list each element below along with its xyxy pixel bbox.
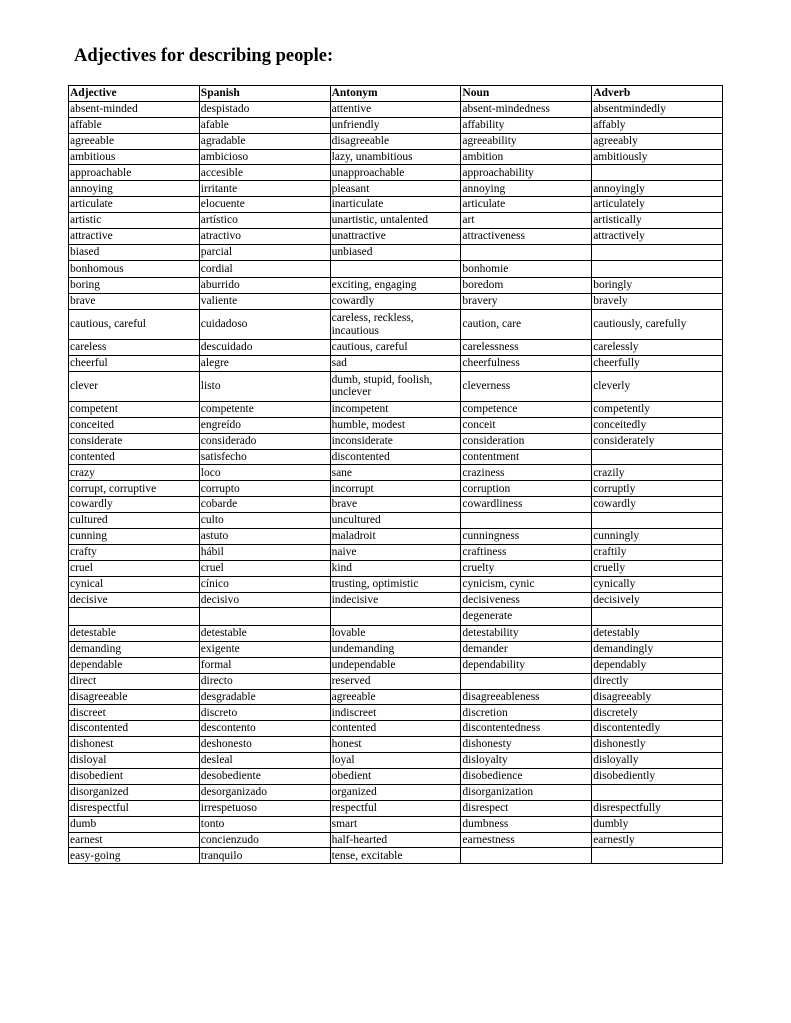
noun-cell <box>461 848 592 864</box>
adjective-cell: dependable <box>69 657 200 673</box>
table-row <box>69 449 723 465</box>
adverb-cell: dependably <box>592 657 723 673</box>
table-row <box>69 340 723 356</box>
noun-cell: disorganization <box>461 784 592 800</box>
noun-cell: dependability <box>461 657 592 673</box>
adverb-cell: cruelly <box>592 560 723 576</box>
adjective-cell: decisive <box>69 592 200 608</box>
adverb-cell: demandingly <box>592 641 723 657</box>
antonym-cell: smart <box>330 816 461 832</box>
spanish-cell: elocuente <box>199 197 330 213</box>
adverb-cell <box>592 848 723 864</box>
adverb-cell: ambitiously <box>592 149 723 165</box>
table-row <box>69 528 723 544</box>
antonym-cell: incorrupt <box>330 481 461 497</box>
adjective-cell: considerate <box>69 433 200 449</box>
spanish-cell: alegre <box>199 355 330 371</box>
adjective-cell: cautious, careful <box>69 310 200 340</box>
adjective-cell: annoying <box>69 181 200 197</box>
antonym-cell: dumb, stupid, foolish, unclever <box>330 371 461 401</box>
adverb-cell: disobediently <box>592 768 723 784</box>
table-row <box>69 848 723 864</box>
adverb-cell: absentmindedly <box>592 101 723 117</box>
adverb-cell: competently <box>592 401 723 417</box>
table-row <box>69 278 723 294</box>
antonym-cell: discontented <box>330 449 461 465</box>
spanish-cell: deshonesto <box>199 737 330 753</box>
antonym-cell: disagreeable <box>330 133 461 149</box>
adverb-cell <box>592 513 723 529</box>
adjective-cell: disorganized <box>69 784 200 800</box>
header-adverb: Adverb <box>592 86 723 102</box>
antonym-cell: incompetent <box>330 401 461 417</box>
table-row <box>69 657 723 673</box>
adjective-cell: disloyal <box>69 753 200 769</box>
spanish-cell: valiente <box>199 294 330 310</box>
adverb-cell: cleverly <box>592 371 723 401</box>
spanish-cell: astuto <box>199 528 330 544</box>
table-row <box>69 800 723 816</box>
adjective-cell: attractive <box>69 229 200 245</box>
adjective-cell <box>69 608 200 626</box>
spanish-cell: irritante <box>199 181 330 197</box>
table-row <box>69 784 723 800</box>
adverb-cell: considerately <box>592 433 723 449</box>
adverb-cell: craftily <box>592 544 723 560</box>
antonym-cell: undependable <box>330 657 461 673</box>
antonym-cell: humble, modest <box>330 417 461 433</box>
spanish-cell: descontento <box>199 721 330 737</box>
adjective-cell: disagreeable <box>69 689 200 705</box>
antonym-cell: sad <box>330 355 461 371</box>
noun-cell: carelessness <box>461 340 592 356</box>
adverb-cell: cowardly <box>592 497 723 513</box>
noun-cell: cleverness <box>461 371 592 401</box>
spanish-cell: artístico <box>199 213 330 229</box>
adjective-cell: cowardly <box>69 497 200 513</box>
noun-cell: earnestness <box>461 832 592 848</box>
antonym-cell: reserved <box>330 673 461 689</box>
adverb-cell <box>592 165 723 181</box>
spanish-cell: ambicioso <box>199 149 330 165</box>
spanish-cell: hábil <box>199 544 330 560</box>
adjective-cell: boring <box>69 278 200 294</box>
antonym-cell <box>330 260 461 278</box>
adjective-cell: absent-minded <box>69 101 200 117</box>
antonym-cell: cautious, careful <box>330 340 461 356</box>
adverb-cell: corruptly <box>592 481 723 497</box>
adjective-cell: conceited <box>69 417 200 433</box>
adverb-cell <box>592 260 723 278</box>
antonym-cell: pleasant <box>330 181 461 197</box>
spanish-cell: cuidadoso <box>199 310 330 340</box>
table-row <box>69 133 723 149</box>
table-row <box>69 625 723 641</box>
adjective-cell: cunning <box>69 528 200 544</box>
adverb-cell: disloyally <box>592 753 723 769</box>
spanish-cell: atractivo <box>199 229 330 245</box>
antonym-cell: tense, excitable <box>330 848 461 864</box>
header-antonym: Antonym <box>330 86 461 102</box>
spanish-cell: culto <box>199 513 330 529</box>
spanish-cell: despistado <box>199 101 330 117</box>
adjective-cell: brave <box>69 294 200 310</box>
table-row <box>69 465 723 481</box>
table-row <box>69 294 723 310</box>
antonym-cell: unbiased <box>330 244 461 260</box>
spanish-cell: tonto <box>199 816 330 832</box>
noun-cell: corruption <box>461 481 592 497</box>
antonym-cell: half-hearted <box>330 832 461 848</box>
spanish-cell: satisfecho <box>199 449 330 465</box>
noun-cell: decisiveness <box>461 592 592 608</box>
table-row <box>69 260 723 278</box>
adverb-cell: artistically <box>592 213 723 229</box>
table-row <box>69 101 723 117</box>
antonym-cell: trusting, optimistic <box>330 576 461 592</box>
antonym-cell: kind <box>330 560 461 576</box>
table-row <box>69 481 723 497</box>
table-row <box>69 417 723 433</box>
adverb-cell: cynically <box>592 576 723 592</box>
adjective-cell: earnest <box>69 832 200 848</box>
noun-cell: dishonesty <box>461 737 592 753</box>
table-row <box>69 641 723 657</box>
spanish-cell: descuidado <box>199 340 330 356</box>
table-row <box>69 816 723 832</box>
adjective-cell: direct <box>69 673 200 689</box>
table-row <box>69 721 723 737</box>
antonym-cell: obedient <box>330 768 461 784</box>
antonym-cell: inarticulate <box>330 197 461 213</box>
adjective-cell: discreet <box>69 705 200 721</box>
spanish-cell: considerado <box>199 433 330 449</box>
table-row <box>69 181 723 197</box>
noun-cell <box>461 673 592 689</box>
table-row <box>69 497 723 513</box>
adjective-cell: artistic <box>69 213 200 229</box>
table-row <box>69 355 723 371</box>
adjective-cell: demanding <box>69 641 200 657</box>
adjective-cell: easy-going <box>69 848 200 864</box>
adverb-cell: articulately <box>592 197 723 213</box>
table-row <box>69 165 723 181</box>
noun-cell: discontentedness <box>461 721 592 737</box>
spanish-cell: cobarde <box>199 497 330 513</box>
table-row <box>69 371 723 401</box>
adjective-cell: disrespectful <box>69 800 200 816</box>
spanish-cell: desgradable <box>199 689 330 705</box>
noun-cell: discretion <box>461 705 592 721</box>
adjective-cell: ambitious <box>69 149 200 165</box>
noun-cell: demander <box>461 641 592 657</box>
header-spanish: Spanish <box>199 86 330 102</box>
noun-cell: conceit <box>461 417 592 433</box>
adjective-cell: crafty <box>69 544 200 560</box>
table-row <box>69 768 723 784</box>
antonym-cell: unfriendly <box>330 117 461 133</box>
table-row <box>69 544 723 560</box>
spanish-cell: parcial <box>199 244 330 260</box>
adverb-cell: disrespectfully <box>592 800 723 816</box>
spanish-cell: exigente <box>199 641 330 657</box>
adverb-cell: discontentedly <box>592 721 723 737</box>
adjective-cell: disobedient <box>69 768 200 784</box>
antonym-cell: careless, reckless, incautious <box>330 310 461 340</box>
table-row <box>69 832 723 848</box>
table-row <box>69 560 723 576</box>
adverb-cell: affably <box>592 117 723 133</box>
table-row <box>69 401 723 417</box>
adjective-cell: cynical <box>69 576 200 592</box>
spanish-cell: cordial <box>199 260 330 278</box>
adverb-cell: crazily <box>592 465 723 481</box>
adverb-cell <box>592 784 723 800</box>
spanish-cell: tranquilo <box>199 848 330 864</box>
noun-cell: absent-mindedness <box>461 101 592 117</box>
adverb-cell: boringly <box>592 278 723 294</box>
table-row <box>69 149 723 165</box>
adverb-cell: discretely <box>592 705 723 721</box>
noun-cell: art <box>461 213 592 229</box>
adverb-cell: carelessly <box>592 340 723 356</box>
spanish-cell: directo <box>199 673 330 689</box>
antonym-cell: attentive <box>330 101 461 117</box>
spanish-cell: agradable <box>199 133 330 149</box>
noun-cell: cynicism, cynic <box>461 576 592 592</box>
antonym-cell: indiscreet <box>330 705 461 721</box>
spanish-cell: competente <box>199 401 330 417</box>
noun-cell: degenerate <box>461 608 592 626</box>
spanish-cell: loco <box>199 465 330 481</box>
noun-cell: cheerfulness <box>461 355 592 371</box>
noun-cell: disrespect <box>461 800 592 816</box>
adverb-cell: dishonestly <box>592 737 723 753</box>
noun-cell: bravery <box>461 294 592 310</box>
spanish-cell: discreto <box>199 705 330 721</box>
adjective-cell: cruel <box>69 560 200 576</box>
spanish-cell: concienzudo <box>199 832 330 848</box>
antonym-cell: respectful <box>330 800 461 816</box>
antonym-cell: contented <box>330 721 461 737</box>
spanish-cell: cruel <box>199 560 330 576</box>
adverb-cell: agreeably <box>592 133 723 149</box>
table-row <box>69 673 723 689</box>
spanish-cell: decisivo <box>199 592 330 608</box>
adjective-cell: bonhomous <box>69 260 200 278</box>
noun-cell <box>461 513 592 529</box>
spanish-cell: detestable <box>199 625 330 641</box>
antonym-cell: brave <box>330 497 461 513</box>
antonym-cell: lovable <box>330 625 461 641</box>
adverb-cell <box>592 608 723 626</box>
noun-cell: craftiness <box>461 544 592 560</box>
adverb-cell <box>592 449 723 465</box>
noun-cell: consideration <box>461 433 592 449</box>
spanish-cell <box>199 608 330 626</box>
noun-cell: competence <box>461 401 592 417</box>
spanish-cell: aburrido <box>199 278 330 294</box>
noun-cell: contentment <box>461 449 592 465</box>
adverb-cell: bravely <box>592 294 723 310</box>
table-header-row <box>69 86 723 102</box>
antonym-cell: lazy, unambitious <box>330 149 461 165</box>
adverb-cell: cheerfully <box>592 355 723 371</box>
noun-cell: affability <box>461 117 592 133</box>
spanish-cell: listo <box>199 371 330 401</box>
adverb-cell: annoyingly <box>592 181 723 197</box>
header-adjective: Adjective <box>69 86 200 102</box>
noun-cell: detestability <box>461 625 592 641</box>
antonym-cell: indecisive <box>330 592 461 608</box>
antonym-cell <box>330 608 461 626</box>
spanish-cell: afable <box>199 117 330 133</box>
noun-cell: caution, care <box>461 310 592 340</box>
spanish-cell: cínico <box>199 576 330 592</box>
spanish-cell: irrespetuoso <box>199 800 330 816</box>
antonym-cell: loyal <box>330 753 461 769</box>
adjective-cell: biased <box>69 244 200 260</box>
antonym-cell: unartistic, untalented <box>330 213 461 229</box>
adjective-cell: approachable <box>69 165 200 181</box>
noun-cell: disobedience <box>461 768 592 784</box>
antonym-cell: organized <box>330 784 461 800</box>
antonym-cell: inconsiderate <box>330 433 461 449</box>
spanish-cell: desobediente <box>199 768 330 784</box>
adjective-cell: affable <box>69 117 200 133</box>
noun-cell: disagreeableness <box>461 689 592 705</box>
spanish-cell: corrupto <box>199 481 330 497</box>
spanish-cell: accesible <box>199 165 330 181</box>
antonym-cell: agreeable <box>330 689 461 705</box>
noun-cell <box>461 244 592 260</box>
noun-cell: disloyalty <box>461 753 592 769</box>
adverb-cell: attractively <box>592 229 723 245</box>
adjective-cell: dishonest <box>69 737 200 753</box>
adverb-cell <box>592 244 723 260</box>
adjective-cell: discontented <box>69 721 200 737</box>
antonym-cell: unattractive <box>330 229 461 245</box>
antonym-cell: uncultured <box>330 513 461 529</box>
adverb-cell: cunningly <box>592 528 723 544</box>
spanish-cell: formal <box>199 657 330 673</box>
noun-cell: ambition <box>461 149 592 165</box>
vocabulary-table <box>68 85 723 864</box>
adjective-cell: contented <box>69 449 200 465</box>
antonym-cell: exciting, engaging <box>330 278 461 294</box>
adverb-cell: conceitedly <box>592 417 723 433</box>
table-row <box>69 753 723 769</box>
adjective-cell: dumb <box>69 816 200 832</box>
table-row <box>69 433 723 449</box>
page-title: Adjectives for describing people: <box>74 46 334 66</box>
table-row <box>69 737 723 753</box>
noun-cell: craziness <box>461 465 592 481</box>
antonym-cell: naive <box>330 544 461 560</box>
noun-cell: dumbness <box>461 816 592 832</box>
adjective-cell: careless <box>69 340 200 356</box>
adjective-cell: clever <box>69 371 200 401</box>
adverb-cell: directly <box>592 673 723 689</box>
adjective-cell: crazy <box>69 465 200 481</box>
table-body <box>69 101 723 863</box>
adjective-cell: cheerful <box>69 355 200 371</box>
noun-cell: cruelty <box>461 560 592 576</box>
noun-cell: agreeability <box>461 133 592 149</box>
spanish-cell: desorganizado <box>199 784 330 800</box>
table-row <box>69 705 723 721</box>
adjective-cell: cultured <box>69 513 200 529</box>
antonym-cell: unapproachable <box>330 165 461 181</box>
noun-cell: attractiveness <box>461 229 592 245</box>
adjective-cell: articulate <box>69 197 200 213</box>
header-noun: Noun <box>461 86 592 102</box>
antonym-cell: sane <box>330 465 461 481</box>
noun-cell: bonhomie <box>461 260 592 278</box>
noun-cell: cowardliness <box>461 497 592 513</box>
adverb-cell: decisively <box>592 592 723 608</box>
table-row <box>69 608 723 626</box>
noun-cell: boredom <box>461 278 592 294</box>
table-row <box>69 229 723 245</box>
adverb-cell: disagreeably <box>592 689 723 705</box>
table-row <box>69 310 723 340</box>
noun-cell: annoying <box>461 181 592 197</box>
table-row <box>69 213 723 229</box>
antonym-cell: honest <box>330 737 461 753</box>
adverb-cell: cautiously, carefully <box>592 310 723 340</box>
noun-cell: cunningness <box>461 528 592 544</box>
adverb-cell: detestably <box>592 625 723 641</box>
antonym-cell: undemanding <box>330 641 461 657</box>
table-row <box>69 689 723 705</box>
table-row <box>69 117 723 133</box>
table-row <box>69 592 723 608</box>
antonym-cell: cowardly <box>330 294 461 310</box>
table-row <box>69 513 723 529</box>
noun-cell: articulate <box>461 197 592 213</box>
adjective-cell: detestable <box>69 625 200 641</box>
spanish-cell: engreído <box>199 417 330 433</box>
table-row <box>69 197 723 213</box>
spanish-cell: desleal <box>199 753 330 769</box>
adjective-cell: competent <box>69 401 200 417</box>
antonym-cell: maladroit <box>330 528 461 544</box>
adjective-cell: corrupt, corruptive <box>69 481 200 497</box>
adverb-cell: dumbly <box>592 816 723 832</box>
adverb-cell: earnestly <box>592 832 723 848</box>
table-row <box>69 244 723 260</box>
adjective-cell: agreeable <box>69 133 200 149</box>
noun-cell: approachability <box>461 165 592 181</box>
table-row <box>69 576 723 592</box>
